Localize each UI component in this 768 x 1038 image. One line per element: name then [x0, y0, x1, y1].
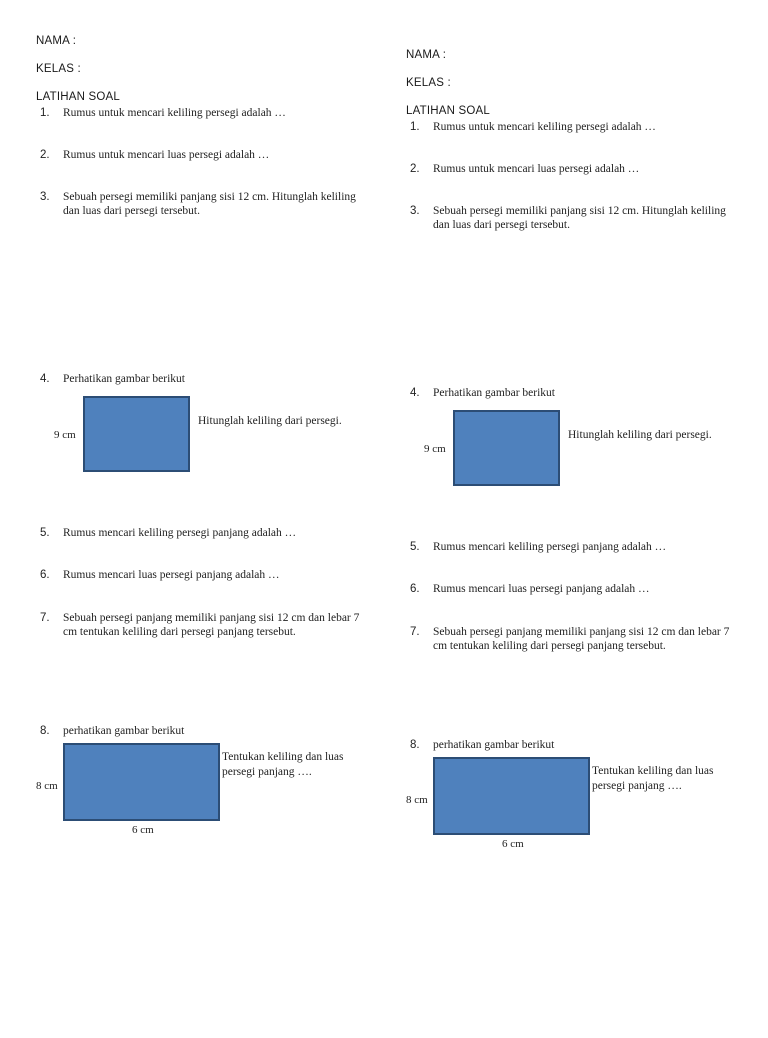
question-text: Sebuah persegi panjang memiliki panjang sisi 12 cm dan lebar 7 cm tentukan keliling dari persegi panjang tersebut.	[433, 626, 730, 652]
rectangle-instruction: Tentukan keliling dan luas persegi panjang ….	[222, 751, 344, 778]
question-text: Sebuah persegi panjang memiliki panjang sisi 12 cm dan lebar 7 cm tentukan keliling dari persegi panjang tersebut.	[63, 612, 360, 638]
name-label: NAMA :	[406, 49, 447, 61]
square-instruction: Hitunglah keliling dari persegi.	[198, 415, 342, 427]
rectangle-height-label: 8 cm	[406, 794, 428, 806]
rectangle-width-label: 6 cm	[132, 824, 154, 836]
question-number: 5.	[40, 527, 50, 539]
question-number: 1.	[40, 107, 50, 119]
question-number: 8.	[410, 739, 420, 751]
worksheet-right	[406, 14, 746, 1038]
rectangle-width-label: 6 cm	[502, 838, 524, 850]
question-text: Rumus untuk mencari keliling persegi adalah …	[63, 107, 286, 119]
question-number: 7.	[410, 626, 420, 638]
question-number: 3.	[410, 205, 420, 217]
question-number: 8.	[40, 725, 50, 737]
question-text: Rumus untuk mencari luas persegi adalah …	[433, 163, 640, 175]
question-number: 3.	[40, 191, 50, 203]
question-number: 6.	[40, 569, 50, 581]
rectangle-instruction: Tentukan keliling dan luas persegi panjang ….	[592, 765, 714, 792]
class-label: KELAS :	[406, 77, 451, 89]
question-number: 7.	[40, 612, 50, 624]
question-number: 6.	[410, 583, 420, 595]
rectangle-height-label: 8 cm	[36, 780, 58, 792]
question-text: Perhatikan gambar berikut	[63, 373, 185, 385]
square-instruction: Hitunglah keliling dari persegi.	[568, 429, 712, 441]
question-text: Rumus mencari luas persegi panjang adalah …	[63, 569, 280, 581]
question-text: Rumus mencari luas persegi panjang adalah …	[433, 583, 650, 595]
question-number: 4.	[410, 387, 420, 399]
worksheet-title: LATIHAN SOAL	[36, 91, 120, 103]
question-text: Perhatikan gambar berikut	[433, 387, 555, 399]
question-text: perhatikan gambar berikut	[63, 725, 185, 737]
question-number: 5.	[410, 541, 420, 553]
square-shape	[453, 410, 560, 486]
rectangle-shape	[433, 757, 590, 835]
question-number: 2.	[410, 163, 420, 175]
worksheet-left	[36, 0, 376, 1024]
question-text: Rumus untuk mencari keliling persegi adalah …	[433, 121, 656, 133]
name-label: NAMA :	[36, 35, 77, 47]
square-side-label: 9 cm	[424, 443, 446, 455]
question-text: Rumus untuk mencari luas persegi adalah …	[63, 149, 270, 161]
worksheet-title: LATIHAN SOAL	[406, 105, 490, 117]
square-shape	[83, 396, 190, 472]
square-side-label: 9 cm	[54, 429, 76, 441]
class-label: KELAS :	[36, 63, 81, 75]
question-number: 1.	[410, 121, 420, 133]
question-text: Sebuah persegi memiliki panjang sisi 12 cm. Hitunglah keliling dan luas dari persegi tersebut.	[63, 191, 356, 217]
rectangle-shape	[63, 743, 220, 821]
question-number: 2.	[40, 149, 50, 161]
question-number: 4.	[40, 373, 50, 385]
question-text: Sebuah persegi memiliki panjang sisi 12 cm. Hitunglah keliling dan luas dari persegi tersebut.	[433, 205, 726, 231]
question-text: perhatikan gambar berikut	[433, 739, 555, 751]
question-text: Rumus mencari keliling persegi panjang adalah …	[63, 527, 297, 539]
question-text: Rumus mencari keliling persegi panjang adalah …	[433, 541, 667, 553]
